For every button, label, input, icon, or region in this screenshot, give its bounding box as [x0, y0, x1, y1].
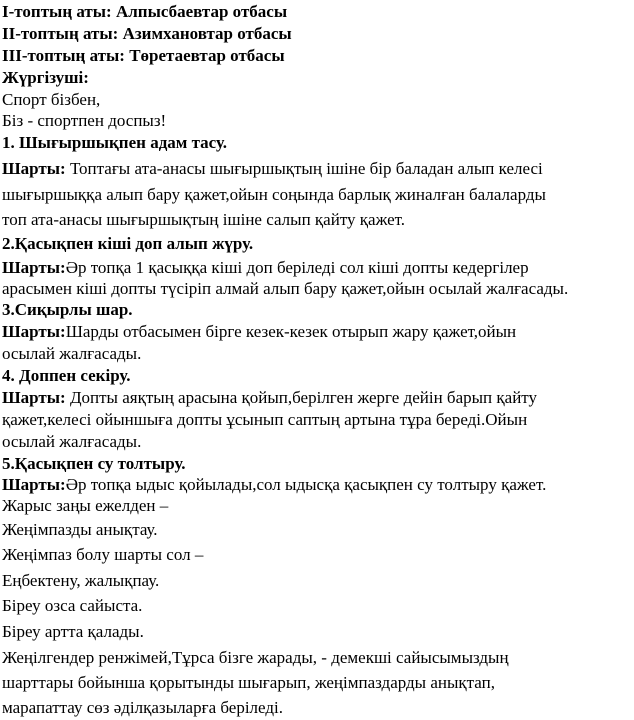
game-3-rule-line	[2, 322, 516, 342]
host-line: Біз - спортпен доспыз!	[2, 111, 167, 130]
closing-line: марапаттау сөз әділқазыларға беріледі.	[2, 698, 283, 717]
game-1-rule-line: топ ата-анасы шығыршықтың ішіне салып қайту қажет.	[2, 210, 406, 229]
closing-line: Еңбектену, жалықпау.	[2, 571, 160, 590]
host-line: Спорт бізбен,	[2, 90, 101, 109]
game-4-rule-line: осылай жалғасады.	[2, 432, 142, 451]
game-5-title: 5.Қасықпен су толтыру.	[2, 454, 186, 473]
rules-label: Шарты:	[2, 388, 66, 407]
closing-line: Жеңімпазды анықтау.	[2, 520, 158, 539]
game-4-rule-line: қажет,келесі ойыншыға допты ұсынып саптың артына тұра береді.Ойын	[2, 410, 528, 429]
team-1-name: Алпысбаевтар отбасы	[115, 2, 288, 21]
closing-line: шарттары бойынша қорытынды шығарып, жеңімпаздарды анықтап,	[2, 673, 495, 692]
team-2-label: ІІ-топтың аты:	[2, 24, 119, 43]
rules-label: Шарты:	[2, 475, 66, 494]
rule-text: Әр топқа ыдыс қойылады,сол ыдысқа қасықпен су толтыру қажет.	[65, 475, 547, 494]
game-2-title: 2.Қасықпен кіші доп алып жүру.	[2, 234, 254, 253]
rules-label: Шарты:	[2, 258, 66, 277]
rules-label: Шарты:	[2, 159, 66, 178]
closing-line: Жеңілгендер ренжімей,Тұрса бізге жарады, - демекші сайысымыздың	[2, 648, 509, 667]
rule-text: Әр топқа 1 қасыққа кіші доп беріледі сол кіші допты кедергілер	[65, 258, 529, 277]
closing-line: Біреу озса сайыста.	[2, 596, 143, 615]
game-5-rule-line	[2, 475, 546, 495]
game-1-rule-line: шығыршыққа алып бару қажет,ойын соңында барлық жиналған балаларды	[2, 185, 546, 204]
rule-text: Шарды отбасымен бірге кезек-кезек отырып жару қажет,ойын	[65, 322, 517, 341]
team-3-label: ІІІ-топтың аты:	[2, 46, 125, 65]
game-4-rule-line	[2, 388, 537, 408]
game-3-title: 3.Сиқырлы шар.	[2, 300, 133, 319]
host-label: Жүргізуші:	[2, 68, 89, 87]
rules-label: Шарты:	[2, 322, 66, 341]
rule-text: Допты аяқтың арасына қойып,берілген жерге дейін барып қайту	[69, 388, 537, 407]
team-3-line	[2, 46, 285, 66]
closing-line: Біреу артта қалады.	[2, 622, 144, 641]
team-2-line	[2, 24, 292, 44]
team-3-name: Төретаевтар отбасы	[129, 46, 285, 65]
team-1-label: I-топтың аты:	[2, 2, 112, 21]
closing-line: Жарыс заңы ежелден –	[2, 496, 169, 515]
game-1-title: 1. Шығыршықпен адам тасу.	[2, 133, 228, 152]
closing-line: Жеңімпаз болу шарты сол –	[2, 545, 204, 564]
game-2-rule-line	[2, 258, 529, 278]
rule-text: Топтағы ата-анасы шығыршықтың ішіне бір баладан алып келесі	[69, 159, 543, 178]
team-1-line	[2, 2, 287, 22]
game-1-rule-line	[2, 159, 543, 179]
game-4-title: 4. Доппен секіру.	[2, 366, 131, 385]
game-3-rule-line: осылай жалғасады.	[2, 344, 142, 363]
game-2-rule-line: арасымен кіші допты түсіріп алмай алып бару қажет,ойын осылай жалғасады.	[2, 279, 569, 298]
team-2-name: Азимхановтар отбасы	[122, 24, 292, 43]
